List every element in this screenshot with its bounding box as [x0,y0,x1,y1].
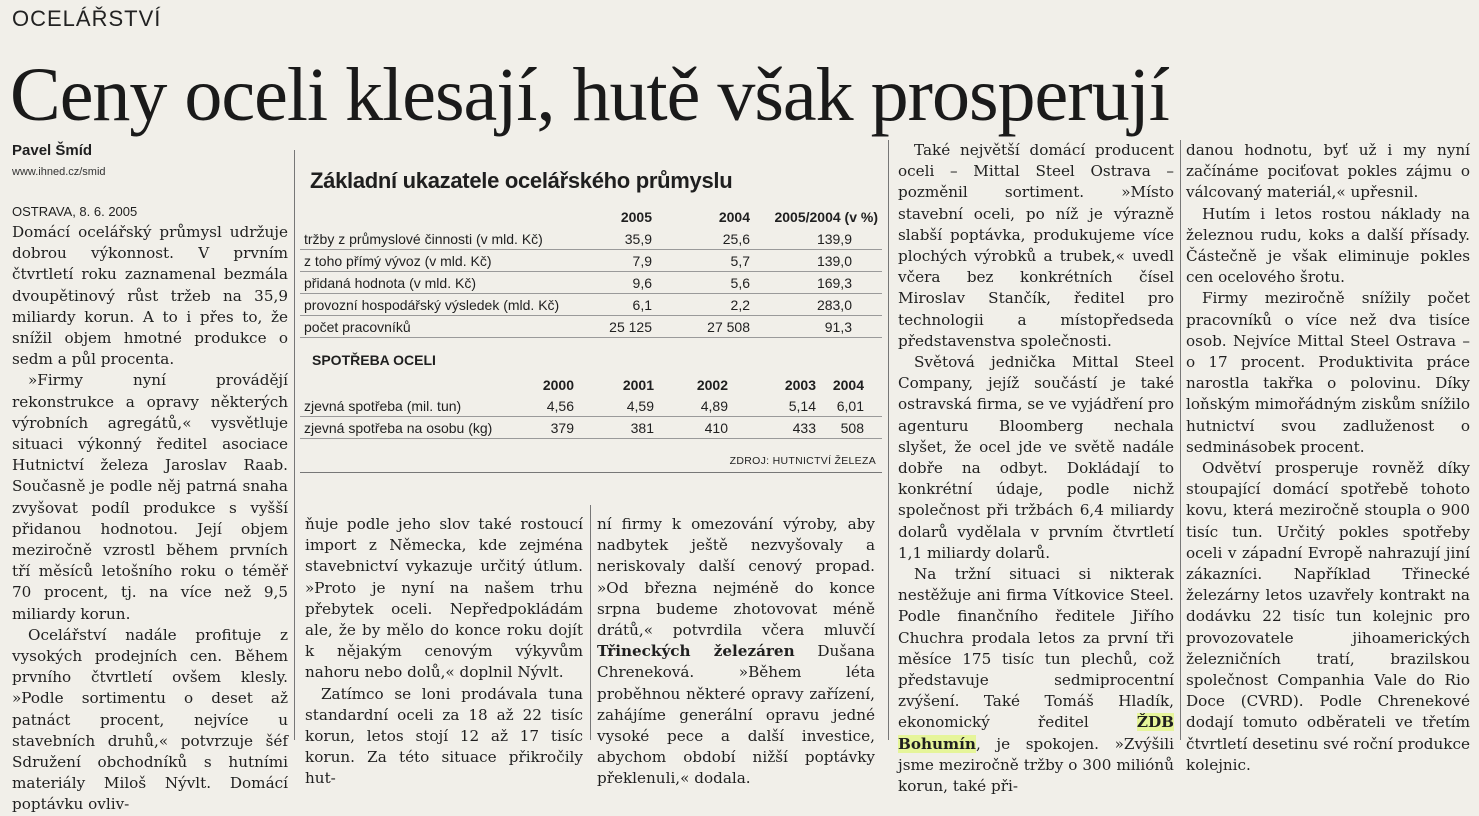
cell-2004: 5,6 [656,272,754,294]
text-run: Na tržní situaci si nikterak nestěžuje ani firma Vítkovice Steel. Podle finančního ředitele Jiřího Chuchra prodala letos za první tři měsíce 175 tisíc tun plechů, což představuje sedmiprocentní zvýšení. Také Tomáš Hladík, ekonomický ředitel [898,565,1174,732]
cell-ratio: 169,3 [754,272,882,294]
table-row [300,294,882,316]
cell-value: 4,89 [658,395,732,417]
table-bottom-rule [300,472,882,473]
table-row [300,228,882,250]
consumption-title: SPOTŘEBA OCELI [312,352,436,368]
table-header-cell: 2002 [696,376,728,393]
row-label: z toho přímý vývoz (v mld. Kč) [300,250,578,272]
column-rule [590,505,591,740]
row-label: zjevná spotřeba (mil. tun) [300,395,508,417]
dateline: OSTRAVA, 8. 6. 2005 [12,204,138,219]
paragraph [898,564,1174,797]
table-source: ZDROJ: HUTNICTVÍ ŽELEZA [729,455,876,467]
row-label: provozní hospodářský výsledek (mld. Kč) [300,294,578,316]
cell-ratio: 283,0 [754,294,882,316]
table-header-row [300,206,882,228]
row-label: zjevná spotřeba na osobu (kg) [300,417,508,439]
table-header-cell: 2005 [620,209,652,225]
table-header-cell [300,374,508,395]
cell-ratio: 139,0 [754,250,882,272]
table-header-cell: 2000 [542,376,574,393]
cell-value: 4,59 [578,395,658,417]
column-rule [888,140,889,740]
paragraph: Zatímco se loni prodávala tuna standardní oceli za 18 až 22 tisíc korun, letos stojí 12 až 17 tisíc korun. Za této situace přikročily hut- [305,684,583,788]
consumption-table [300,374,882,439]
indicators-table [300,206,882,338]
text-run: , je spokojen. »Zvýšili jsme meziročně tržby o 300 miliónů korun, také při- [898,734,1174,796]
cell-value: 381 [578,417,658,439]
highlighted-company: ŽDB Bohumín [898,713,1174,753]
cell-value: 6,01 [820,395,882,417]
cell-ratio: 139,9 [754,228,882,250]
table-row [300,417,882,439]
article-column-3 [597,514,875,790]
cell-value: 379 [508,417,578,439]
column-rule [1180,140,1181,740]
cell-2004: 27 508 [656,316,754,338]
row-label: přidaná hodnota (v mld. Kč) [300,272,578,294]
cell-2005: 6,1 [578,294,656,316]
paragraph: Světová jednička Mittal Steel Company, jejíž součástí je také ostravská firma, se ve vyjádření pro agenturu Bloomberg nechala slyšet, že ocel jde ve světě nadále dobře na odbyt. Dokládají to konkrétní údaje, podle nichž společnost při tržbách 6,4 miliardy dolarů vydělala v prvním čtvrtletí 1,1 miliardy dolarů. [898,353,1174,562]
cell-value: 433 [732,417,820,439]
article-column-4 [898,140,1174,797]
paragraph: Odvětví prosperuje rovněž díky stoupající domácí spotřebě tohoto kovu, která meziročně stoupla o 900 tisíc tun. Určitý pokles spotřeby oceli v západní Evropě nahrazují jiní zákazníci. Například Třinecké železárny letos uzavřely kontrakt na dodávku 22 tisíc tun kolejnic pro provozovatele jihoamerických železničních tratí, brazilskou společnost Companhia Vale do Rio Doce (CVRD). Podle Chrenekové dodají tomuto odběrateli ve třetím čtvrtletí desetinu své roční produkce kolejnic. [1186,459,1470,774]
table-header-row [300,374,882,395]
table-title: Základní ukazatele ocelářského průmyslu [310,168,733,193]
row-label: tržby z průmyslové činnosti (v mld. Kč) [300,228,578,250]
cell-ratio: 91,3 [754,316,882,338]
headline: Ceny oceli klesají, hutě však prosperují [10,53,1169,137]
cell-2005: 25 125 [578,316,656,338]
cell-2005: 35,9 [578,228,656,250]
cell-2004: 5,7 [656,250,754,272]
paragraph [597,514,875,790]
column-rule [294,150,295,740]
author-web: www.ihned.cz/smid [12,166,106,178]
table-row [300,316,882,338]
table-header-cell: 2004 [832,376,864,393]
table-header-cell: 2003 [784,376,816,393]
section-label: OCELÁŘSTVÍ [12,6,162,31]
paragraph: Domácí ocelářský průmysl udržuje dobrou výkonnost. V prvním čtvrtletí roku zaznamenal bezmála dvoupětinový růst tržeb na 35,9 miliardy korun. A to i přes to, že snížil objem hmotné produkce o sedm a půl procenta. [12,223,288,369]
cell-value: 5,14 [732,395,820,417]
text-run: Dušana Chreneková. »Během léta proběhnou některé opravy zařízení, zahájíme generální opravu jedné vysoké pece a další investice, abychom období nižší poptávky překlenuli,« dodala. [597,642,875,788]
table-row [300,395,882,417]
cell-2004: 2,2 [656,294,754,316]
paragraph: danou hodnotu, byť už i my nyní začínáme pociťovat pokles zájmu o válcovaný materiál,« upřesnil. [1186,141,1470,202]
paragraph: »Firmy nyní provádějí rekonstrukce a opravy některých výrobních agregátů,« vysvětluje situaci výkonný ředitel asociace Hutnictví železa Jaroslav Raab. Současně je podle něj patrná snaha zvyšovat podíl produkce s vyšší přidanou hodnotou. Její objem meziročně vzrostl během prvních tří měsíců letošního roku o téměř 70 procent, tj. na více než 9,5 miliardy korun. [12,371,288,623]
author-name: Pavel Šmíd [12,142,93,159]
cell-value: 410 [658,417,732,439]
paragraph: Také největší domácí producent oceli – Mittal Steel Ostrava – pozměnil sortiment. »Místo stavební oceli, po níž je výrazně slabší poptávka, produkujeme více plochých výrobků a trubek,« uvedl včera bez konkrétních čísel Miroslav Stančík, ředitel pro technologii a místopředseda představenstva společnosti. [898,141,1174,350]
table-header-cell: 2005/2004 (v %) [774,209,878,225]
table-row [300,272,882,294]
text-run: ní firmy k omezování výroby, aby nadbytek ještě nezvyšovaly a neriskovaly další cenový propad. »Od března nejméně do konce srpna budeme zhotovovat méně drátů,« potvrdila včera mluvčí [597,515,875,640]
table-header-cell: 2004 [718,209,750,225]
cell-2004: 25,6 [656,228,754,250]
row-label: počet pracovníků [300,316,578,338]
paragraph: Hutím i letos rostou náklady na železnou rudu, koks a další přísady. Částečně je však eliminuje pokles cen ocelového šrotu. [1186,204,1470,287]
cell-value: 4,56 [508,395,578,417]
company-name: Třineckých železáren [597,642,795,661]
article-column-1 [12,222,288,816]
table-header-cell: 2001 [622,376,654,393]
article-column-2 [305,514,583,790]
paragraph: Firmy meziročně snížily počet pracovníků o více než dva tisíce osob. Nejvíce Mittal Steel Ostrava – o 17 procent. Produktivita práce narostla takřka o polovinu. Díky loňským mimořádným ziskům snížilo hutnictví svou zadluženost o sedminásobek procent. [1186,289,1470,456]
cell-2005: 7,9 [578,250,656,272]
paragraph: ňuje podle jeho slov také rostoucí import z Německa, kde zejména stavebnictví vykazuje určitý útlum. »Proto je nyní na našem trhu přebytek oceli. Nepředpokládám ale, že by mělo do konce roku dojít k nějakým cenovým výkyvům nahoru nebo dolů,« doplnil Nývlt. [305,515,583,682]
article-column-5 [1186,140,1470,776]
cell-2005: 9,6 [578,272,656,294]
paragraph: Ocelářství nadále profituje z vysokých prodejních cen. Během prvního čtvrtletí ovšem klesly. »Podle sortimentu o deset až patnáct procent, nejvíce u stavebních druhů,« potvrzuje šéf Sdružení obchodníků s hutními materiály Miloš Nývlt. Domácí poptávku ovliv- [12,625,288,814]
table-header-cell [300,206,578,228]
table-row [300,250,882,272]
cell-value: 508 [820,417,882,439]
